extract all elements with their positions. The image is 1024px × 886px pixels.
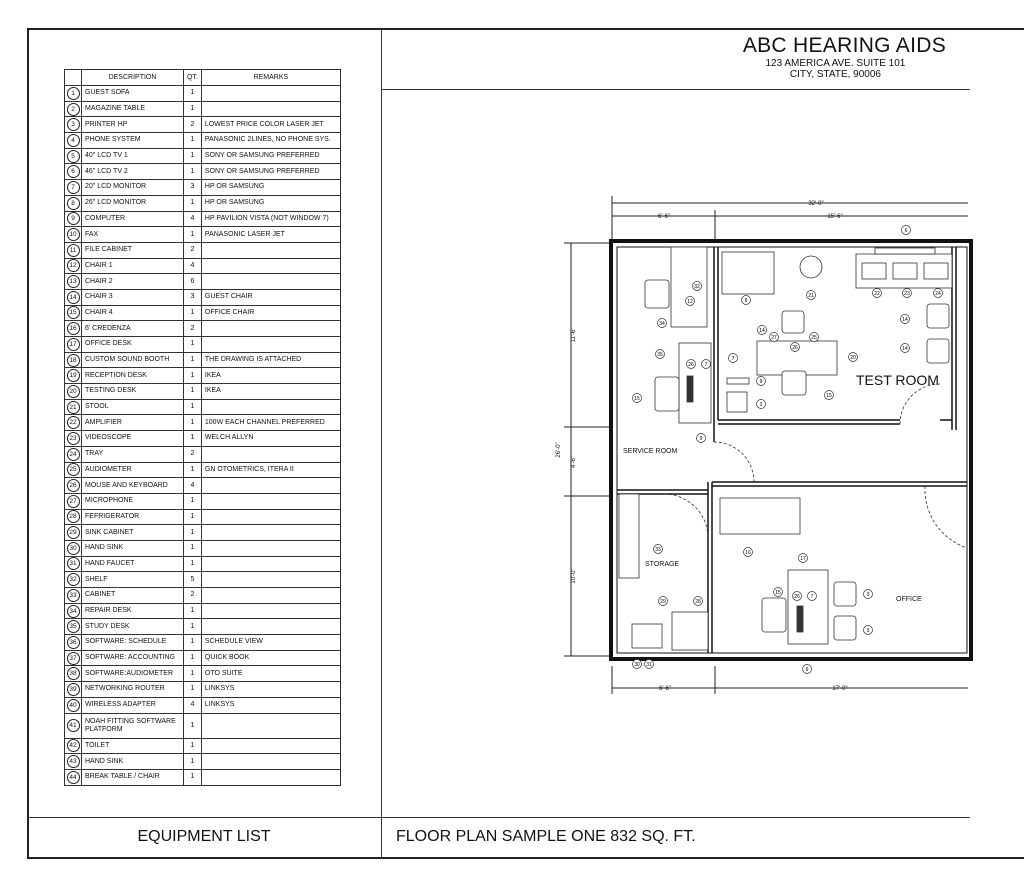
- item-description: MOUSE AND KEYBOARD: [82, 478, 184, 494]
- item-tag-label: 28: [695, 598, 701, 605]
- item-remarks: GN OTOMETRICS, ITERA II: [201, 462, 340, 478]
- item-quantity: 4: [184, 211, 202, 227]
- label-service-room: SERVICE ROOM: [623, 448, 678, 455]
- item-remarks: SONY OR SAMSUNG PREFERRED: [201, 148, 340, 164]
- item-description: CHAIR 2: [82, 274, 184, 290]
- item-quantity: 1: [184, 769, 202, 785]
- sound-booth-8: [722, 252, 774, 294]
- item-number: 31: [67, 557, 80, 570]
- item-tag-label: 7: [810, 593, 814, 600]
- item-tag-label: 23: [904, 290, 910, 297]
- item-tag-label: 35: [657, 351, 663, 358]
- item-description: BREAK TABLE / CHAIR: [82, 769, 184, 785]
- item-quantity: 1: [184, 754, 202, 770]
- item-description: 26" LCD MONITOR: [82, 195, 184, 211]
- item-quantity: 1: [184, 337, 202, 353]
- item-number: 3: [67, 118, 80, 131]
- item-number: 25: [67, 463, 80, 476]
- item-tag-label: 29: [660, 598, 666, 605]
- item-number: 16: [67, 322, 80, 335]
- dim-left-top: 11'-6": [571, 327, 577, 343]
- item-description: STUDY DESK: [82, 619, 184, 635]
- item-description: HAND SINK: [82, 540, 184, 556]
- item-number: 4: [67, 134, 80, 147]
- item-remarks: OTO SUITE: [201, 666, 340, 682]
- item-quantity: 4: [184, 258, 202, 274]
- item-number: 10: [67, 228, 80, 241]
- hand-sink: [632, 624, 662, 648]
- item-number: 38: [67, 667, 80, 680]
- item-number: 18: [67, 354, 80, 367]
- item-remarks: HP PAVILION VISTA (NOT WINDOW 7): [201, 211, 340, 227]
- item-description: COMPUTER: [82, 211, 184, 227]
- item-number: 22: [67, 416, 80, 429]
- item-remarks: HP OR SAMSUNG: [201, 180, 340, 196]
- item-quantity: 4: [184, 697, 202, 713]
- header-description: DESCRIPTION: [82, 70, 184, 86]
- item-remarks: 100W EACH CHANNEL PREFERRED: [201, 415, 340, 431]
- item-tag-label: 9: [699, 435, 703, 442]
- dim-left-mid: 4'-6": [571, 456, 577, 468]
- item-number: 1: [67, 87, 80, 100]
- item-number: 12: [67, 259, 80, 272]
- item-tag-label: 26: [794, 593, 800, 600]
- item-tag-label: 16: [745, 549, 751, 556]
- item-tag-label: 27: [771, 334, 777, 341]
- item-quantity: 3: [184, 180, 202, 196]
- item-remarks: SONY OR SAMSUNG PREFERRED: [201, 164, 340, 180]
- item-tag-label: 21: [808, 292, 814, 299]
- item-remarks: LINKSYS: [201, 682, 340, 698]
- item-remarks: OFFICE CHAIR: [201, 305, 340, 321]
- item-quantity: 1: [184, 525, 202, 541]
- item-number: 21: [67, 401, 80, 414]
- item-quantity: 1: [184, 399, 202, 415]
- item-number: 36: [67, 636, 80, 649]
- item-quantity: 4: [184, 478, 202, 494]
- item-quantity: 3: [184, 289, 202, 305]
- item-description: NOAH FITTING SOFTWARE PLATFORM: [82, 713, 184, 738]
- item-tag-label: 15: [634, 395, 640, 402]
- dim-left-bottom: 10'-0": [571, 568, 577, 584]
- item-description: PHONE SYSTEM: [82, 133, 184, 149]
- item-number: 41: [67, 719, 80, 732]
- item-quantity: 1: [184, 133, 202, 149]
- item-quantity: 1: [184, 164, 202, 180]
- item-tag-label: 14: [759, 327, 765, 334]
- item-description: SOFTWARE:AUDIOMETER: [82, 666, 184, 682]
- item-description: HAND SINK: [82, 754, 184, 770]
- item-quantity: 1: [184, 650, 202, 666]
- address-line-2: CITY, STATE, 90006: [789, 69, 881, 80]
- item-description: AUDIOMETER: [82, 462, 184, 478]
- equipment-list-label: EQUIPMENT LIST: [137, 828, 271, 845]
- cabinet-33: [619, 494, 639, 578]
- item-description: TOILET: [82, 738, 184, 754]
- item-remarks: IKEA: [201, 368, 340, 384]
- item-description: FEFRIGERATOR: [82, 509, 184, 525]
- label-storage: STORAGE: [645, 561, 680, 568]
- item-quantity: 1: [184, 462, 202, 478]
- item-description: MAGAZINE TABLE: [82, 101, 184, 117]
- item-quantity: 6: [184, 274, 202, 290]
- item-description: CABINET: [82, 588, 184, 604]
- door-service: [714, 442, 754, 482]
- door-storage: [664, 494, 708, 538]
- company-name: ABC HEARING AIDS: [742, 34, 946, 57]
- item-number: 6: [67, 165, 80, 178]
- item-quantity: 1: [184, 227, 202, 243]
- item-quantity: 1: [184, 148, 202, 164]
- item-tag-label: 32: [694, 283, 700, 290]
- item-quantity: 2: [184, 242, 202, 258]
- item-tag-label: 31: [646, 661, 652, 668]
- item-tag-label: 17: [800, 555, 806, 562]
- item-remarks: QUICK BOOK: [201, 650, 340, 666]
- item-description: CHAIR 3: [82, 289, 184, 305]
- item-quantity: 1: [184, 415, 202, 431]
- label-test-room: TEST ROOM: [856, 372, 939, 388]
- item-description: MICROPHONE: [82, 493, 184, 509]
- item-quantity: 1: [184, 305, 202, 321]
- header-remarks: REMARKS: [201, 70, 340, 86]
- item-description: OFFICE DESK: [82, 337, 184, 353]
- item-quantity: 5: [184, 572, 202, 588]
- item-number: 43: [67, 755, 80, 768]
- item-description: REPAIR DESK: [82, 603, 184, 619]
- item-description: PRINTER HP: [82, 117, 184, 133]
- item-remarks: SCHEDULE VIEW: [201, 635, 340, 651]
- item-number: 32: [67, 573, 80, 586]
- item-number: 42: [67, 739, 80, 752]
- item-description: SOFTWARE: ACCOUNTING: [82, 650, 184, 666]
- item-description: SINK CABINET: [82, 525, 184, 541]
- chair-service: [645, 280, 669, 308]
- item-description: 40" LCD TV 1: [82, 148, 184, 164]
- item-tag-label: 30: [634, 661, 640, 668]
- item-tag-label: 9: [759, 378, 763, 385]
- item-tag-label: 26: [688, 361, 694, 368]
- label-office: OFFICE: [896, 596, 922, 603]
- item-tag-label: 26: [792, 344, 798, 351]
- item-description: STOOL: [82, 399, 184, 415]
- header-quantity: QT.: [184, 70, 202, 86]
- item-number: 19: [67, 369, 80, 382]
- item-number: 39: [67, 683, 80, 696]
- item-number: 40: [67, 699, 80, 712]
- item-quantity: 1: [184, 431, 202, 447]
- item-remarks: PANASONIC LASER JET: [201, 227, 340, 243]
- item-quantity: 2: [184, 321, 202, 337]
- item-tag-label: 20: [850, 354, 856, 361]
- item-quantity: 2: [184, 117, 202, 133]
- item-quantity: 1: [184, 101, 202, 117]
- item-tag-label: 7: [731, 355, 735, 362]
- item-description: GUEST SOFA: [82, 86, 184, 102]
- item-remarks: GUEST CHAIR: [201, 289, 340, 305]
- item-number: 30: [67, 542, 80, 555]
- item-description: SOFTWARE: SCHEDULE: [82, 635, 184, 651]
- item-quantity: 2: [184, 588, 202, 604]
- item-description: FAX: [82, 227, 184, 243]
- door-test: [900, 384, 940, 424]
- item-description: CHAIR 1: [82, 258, 184, 274]
- item-description: VIDEOSCOPE: [82, 431, 184, 447]
- item-tag-label: 24: [935, 290, 941, 297]
- dim-top-left: 6'-6": [658, 214, 670, 220]
- item-quantity: 1: [184, 682, 202, 698]
- item-quantity: 1: [184, 619, 202, 635]
- item-number: 14: [67, 291, 80, 304]
- item-quantity: 1: [184, 509, 202, 525]
- item-tag-label: 3: [759, 401, 763, 408]
- item-quantity: 2: [184, 446, 202, 462]
- dim-bottom-mid: 17'-0": [832, 686, 848, 692]
- item-number: 35: [67, 620, 80, 633]
- stool-21: [800, 256, 822, 278]
- item-remarks: THE DRAWING IS ATTACHED: [201, 352, 340, 368]
- item-description: CUSTOM SOUND BOOTH: [82, 352, 184, 368]
- item-number: 37: [67, 652, 80, 665]
- address-line-1: 123 AMERICA AVE. SUITE 101: [765, 58, 906, 69]
- item-number: 44: [67, 771, 80, 784]
- item-tag-label: 15: [826, 392, 832, 399]
- item-tag-label: 33: [655, 546, 661, 553]
- credenza-16: [720, 498, 800, 534]
- item-number: 26: [67, 479, 80, 492]
- item-number: 28: [67, 510, 80, 523]
- item-remarks: HP OR SAMSUNG: [201, 195, 340, 211]
- item-description: TRAY: [82, 446, 184, 462]
- item-tag-label: 25: [811, 334, 817, 341]
- item-quantity: 1: [184, 368, 202, 384]
- item-description: WIRELESS ADAPTER: [82, 697, 184, 713]
- item-tag-label: 34: [659, 320, 665, 327]
- item-number: 9: [67, 212, 80, 225]
- item-tag-label: 7: [704, 361, 708, 368]
- office-desk: [788, 570, 828, 644]
- item-number: 7: [67, 181, 80, 194]
- item-quantity: 1: [184, 352, 202, 368]
- item-quantity: 1: [184, 195, 202, 211]
- item-tag-label: 9: [805, 666, 809, 673]
- item-remarks: PANASONIC 2LINES, NO PHONE SYS.: [201, 133, 340, 149]
- item-number: 2: [67, 103, 80, 116]
- item-tag-label: 8: [744, 297, 748, 304]
- item-number: 5: [67, 150, 80, 163]
- item-quantity: 1: [184, 603, 202, 619]
- item-tag-label: 3: [866, 627, 870, 634]
- item-tag-label: 6: [904, 227, 908, 234]
- item-description: HAND FAUCET: [82, 556, 184, 572]
- item-quantity: 1: [184, 666, 202, 682]
- floor-plan-label: FLOOR PLAN SAMPLE ONE 832 SQ. FT.: [396, 828, 696, 845]
- item-tag-label: 14: [902, 345, 908, 352]
- item-quantity: 1: [184, 384, 202, 400]
- item-remarks: IKEA: [201, 384, 340, 400]
- item-number: 20: [67, 385, 80, 398]
- item-number: 15: [67, 306, 80, 319]
- item-description: TESTING DESK: [82, 384, 184, 400]
- study-desk: [679, 343, 711, 423]
- item-description: NETWORKING ROUTER: [82, 682, 184, 698]
- item-tag-label: 14: [902, 316, 908, 323]
- item-description: 6' CREDENZA: [82, 321, 184, 337]
- item-description: SHELF: [82, 572, 184, 588]
- item-quantity: 1: [184, 540, 202, 556]
- item-description: 46" LCD TV 2: [82, 164, 184, 180]
- item-remarks: WELCH ALLYN: [201, 431, 340, 447]
- item-number: 33: [67, 589, 80, 602]
- chair-testing: [782, 311, 804, 333]
- item-remarks: LINKSYS: [201, 697, 340, 713]
- item-tag-label: 12: [687, 298, 693, 305]
- item-number: 13: [67, 275, 80, 288]
- item-quantity: 1: [184, 86, 202, 102]
- dim-top-total: 32'-0": [808, 201, 824, 207]
- item-description: CHAIR 4: [82, 305, 184, 321]
- dim-top-mid: 15'-6": [827, 214, 843, 220]
- item-remarks: LOWEST PRICE COLOR LASER JET: [201, 117, 340, 133]
- item-number: 29: [67, 526, 80, 539]
- item-number: 24: [67, 448, 80, 461]
- item-number: 17: [67, 338, 80, 351]
- item-description: 20" LCD MONITOR: [82, 180, 184, 196]
- item-number: 34: [67, 605, 80, 618]
- item-number: 23: [67, 432, 80, 445]
- dim-left-total: 26'-0": [556, 442, 562, 458]
- item-quantity: 1: [184, 635, 202, 651]
- item-quantity: 1: [184, 556, 202, 572]
- item-tag-label: 15: [775, 589, 781, 596]
- item-number: 27: [67, 495, 80, 508]
- dim-bottom-left: 6'-6": [659, 686, 671, 692]
- item-tag-label: 3: [866, 591, 870, 598]
- item-description: AMPLIFIER: [82, 415, 184, 431]
- item-description: FILE CABINET: [82, 242, 184, 258]
- item-quantity: 1: [184, 738, 202, 754]
- item-number: 8: [67, 197, 80, 210]
- refrigerator: [672, 612, 708, 650]
- item-tag-label: 22: [874, 290, 880, 297]
- item-quantity: 1: [184, 713, 202, 738]
- item-quantity: 1: [184, 493, 202, 509]
- item-description: RECEPTION DESK: [82, 368, 184, 384]
- item-number: 11: [67, 244, 80, 257]
- door-office: [925, 486, 967, 548]
